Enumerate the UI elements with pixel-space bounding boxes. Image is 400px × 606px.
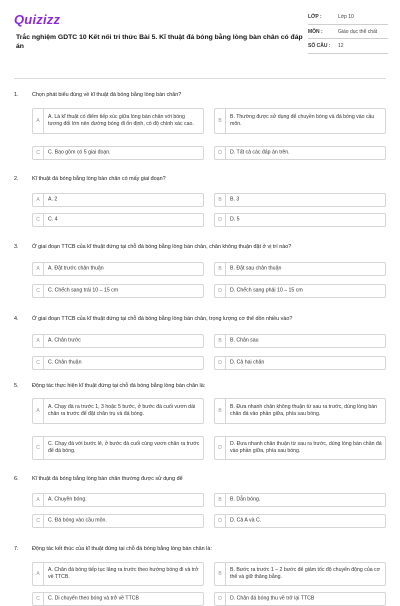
option-letter: B bbox=[215, 399, 226, 423]
option-letter: B bbox=[215, 194, 226, 206]
option-letter: A bbox=[33, 335, 44, 347]
option-text: C. Chếch sang trái 10 – 15 cm bbox=[48, 287, 119, 294]
answer-option-a[interactable] bbox=[32, 562, 204, 586]
answer-option-c[interactable] bbox=[32, 213, 204, 227]
option-letter: B bbox=[215, 335, 226, 347]
option-text: C. Đá bóng vào cầu môn. bbox=[48, 517, 107, 524]
answer-option-b[interactable] bbox=[214, 193, 386, 207]
question-number: 7. bbox=[14, 546, 19, 552]
option-letter: D bbox=[215, 357, 226, 369]
answer-option-b[interactable] bbox=[214, 493, 386, 507]
answer-option-c[interactable] bbox=[32, 514, 204, 528]
option-letter: C bbox=[33, 147, 44, 159]
meta-value: Lớp 10 bbox=[338, 14, 354, 20]
option-letter: B bbox=[215, 263, 226, 275]
question-text: Động tác thực hiện kĩ thuật đứng tại chỗ đá bóng bằng lòng bàn chân là: bbox=[32, 383, 206, 389]
header-divider bbox=[14, 78, 386, 79]
option-text: A. Chuyền bóng. bbox=[48, 496, 87, 503]
answer-option-d[interactable] bbox=[214, 514, 386, 528]
option-letter: B bbox=[215, 494, 226, 506]
answer-option-a[interactable] bbox=[32, 108, 204, 134]
question-number: 6. bbox=[14, 476, 19, 482]
option-text: D. Tất cả các đáp án trên. bbox=[230, 149, 290, 156]
option-text: B. Chân sau bbox=[230, 337, 259, 344]
option-letter: C bbox=[33, 285, 44, 297]
answer-option-d[interactable] bbox=[214, 356, 386, 370]
option-letter: A bbox=[33, 399, 44, 423]
option-text: D. 5 bbox=[230, 216, 240, 223]
option-letter: C bbox=[33, 357, 44, 369]
question-number: 2. bbox=[14, 176, 19, 182]
answer-option-a[interactable] bbox=[32, 398, 204, 424]
option-text: C. Chạy đà với bước lẻ, ở bước đà cuối cùng vươn chân ra trước để đá bóng. bbox=[48, 441, 200, 454]
option-text: A. 2 bbox=[48, 196, 58, 203]
option-text: D. Chếch sang phải 10 – 15 cm bbox=[230, 287, 303, 294]
option-text: A. Chạy đà ra trước 1, 3 hoặc 5 bước, ở bước đà cuối vươn dài chân ra trước để đặt chân trụ và đá bóng. bbox=[48, 404, 196, 417]
option-text: B. Bước ra trước 1 – 2 bước để giảm tốc độ chuyển động của cơ thể và giữ thăng bằng. bbox=[230, 567, 381, 580]
option-text: B. Dẫn bóng. bbox=[230, 496, 261, 503]
option-letter: C bbox=[33, 593, 44, 605]
option-text: C. 4 bbox=[48, 216, 58, 223]
option-letter: D bbox=[215, 285, 226, 297]
question-text: Ở giai đoạn TTCB của kĩ thuật đứng tại chỗ đá bóng bằng lòng bàn chân, chân không thuận đặt ở vị trí nào? bbox=[32, 244, 292, 250]
meta-subject-row bbox=[308, 29, 388, 40]
meta-key: SỐ CÂU : bbox=[308, 43, 331, 49]
option-letter: A bbox=[33, 194, 44, 206]
answer-option-d[interactable] bbox=[214, 213, 386, 227]
answer-option-d[interactable] bbox=[214, 436, 386, 460]
option-text: B. 3 bbox=[230, 196, 240, 203]
option-text: B. Thường được sử dụng để chuyền bóng và đá bóng vào cầu môn. bbox=[230, 114, 375, 127]
answer-option-d[interactable] bbox=[214, 592, 386, 606]
question-number: 1. bbox=[14, 92, 19, 98]
option-letter: C bbox=[33, 515, 44, 527]
answer-option-d[interactable] bbox=[214, 146, 386, 160]
option-text: C. Di chuyển theo bóng và trở về TTCB bbox=[48, 595, 139, 602]
option-letter: D bbox=[215, 593, 226, 605]
worksheet-header bbox=[0, 0, 400, 78]
meta-class-row bbox=[308, 14, 388, 25]
question-number: 3. bbox=[14, 244, 19, 250]
answer-option-b[interactable] bbox=[214, 334, 386, 348]
option-text: C. Chân thuận bbox=[48, 359, 82, 366]
meta-value: Giáo dục thể chất bbox=[338, 28, 378, 35]
option-text: A. Đặt trước chân thuận bbox=[48, 265, 104, 272]
answer-option-c[interactable] bbox=[32, 436, 204, 460]
answer-option-b[interactable] bbox=[214, 562, 386, 586]
option-letter: B bbox=[215, 109, 226, 133]
question-number: 5. bbox=[14, 383, 19, 389]
meta-key: LỚP : bbox=[308, 14, 322, 20]
question-text: Động tác kết thúc của kĩ thuật đứng tại chỗ đá bóng bằng lòng bàn chân là: bbox=[32, 546, 212, 552]
option-letter: D bbox=[215, 214, 226, 226]
answer-option-c[interactable] bbox=[32, 356, 204, 370]
question-text: Chọn phát biểu đúng về kĩ thuật đá bóng bằng lòng bàn chân? bbox=[32, 92, 182, 98]
option-text: B. Đặt sau chân thuận bbox=[230, 265, 282, 272]
answer-option-a[interactable] bbox=[32, 262, 204, 276]
meta-count-row bbox=[308, 43, 388, 54]
option-text: A. Chân đá bóng tiếp tục lăng ra trước theo hướng bóng đi và trở về TTCB. bbox=[48, 567, 199, 580]
question-text: Kĩ thuật đá bóng bằng lòng bàn chân thường được sử dụng để bbox=[32, 476, 183, 482]
option-letter: C bbox=[33, 214, 44, 226]
answer-option-a[interactable] bbox=[32, 334, 204, 348]
quizizz-logo: Quizizz bbox=[14, 12, 61, 27]
question-number: 4. bbox=[14, 316, 19, 322]
worksheet-meta bbox=[308, 14, 388, 58]
option-letter: D bbox=[215, 515, 226, 527]
option-letter: C bbox=[33, 437, 44, 459]
answer-option-c[interactable] bbox=[32, 592, 204, 606]
answer-option-c[interactable] bbox=[32, 284, 204, 298]
option-text: C. Bao gồm có 5 giai đoạn. bbox=[48, 149, 111, 156]
option-text: D. Cả hai chân bbox=[230, 359, 265, 366]
option-letter: A bbox=[33, 494, 44, 506]
answer-option-b[interactable] bbox=[214, 262, 386, 276]
option-text: D. Cả A và C. bbox=[230, 517, 262, 524]
option-letter: A bbox=[33, 563, 44, 585]
answer-option-b[interactable] bbox=[214, 108, 386, 134]
meta-value: 12 bbox=[338, 43, 344, 49]
option-text: A. Là kĩ thuật có điểm tiếp xúc giữa lòng bàn chân với bóng tương đối lớn nên đường bóng đi ổn định, có độ chính xác cao. bbox=[48, 114, 194, 127]
answer-option-d[interactable] bbox=[214, 284, 386, 298]
meta-key: MÔN : bbox=[308, 28, 323, 35]
answer-option-b[interactable] bbox=[214, 398, 386, 424]
answer-option-c[interactable] bbox=[32, 146, 204, 160]
option-letter: D bbox=[215, 437, 226, 459]
option-text: A. Chân trước bbox=[48, 337, 81, 344]
question-text: Ở giai đoạn TTCB của kĩ thuật đứng tại chỗ đá bóng bằng lòng bàn chân, trọng lượng cơ thể dồn nhiều vào? bbox=[32, 316, 293, 322]
option-text: D. Đưa nhanh chân thuận từ sau ra trước, dùng lòng bàn chân đá vào phần giữa, phía sau bóng. bbox=[230, 441, 382, 454]
option-text: D. Chân đá bóng thu về trở lại TTCB bbox=[230, 595, 315, 602]
option-text: B. Đưa nhanh chân không thuận từ sau ra trước, dùng lòng bàn chân đá vào phần giữa, phía sau bóng. bbox=[230, 404, 378, 417]
option-letter: A bbox=[33, 109, 44, 133]
worksheet-title: Trắc nghiệm GDTC 10 Kết nối tri thức Bài 5. Kĩ thuật đá bóng bằng lòng bàn chân có đáp án bbox=[16, 34, 303, 50]
option-letter: A bbox=[33, 263, 44, 275]
question-text: Kĩ thuật đá bóng bằng lòng bàn chân có mấy giai đoạn? bbox=[32, 176, 166, 182]
option-letter: D bbox=[215, 147, 226, 159]
answer-option-a[interactable] bbox=[32, 193, 204, 207]
option-letter: B bbox=[215, 563, 226, 585]
answer-option-a[interactable] bbox=[32, 493, 204, 507]
